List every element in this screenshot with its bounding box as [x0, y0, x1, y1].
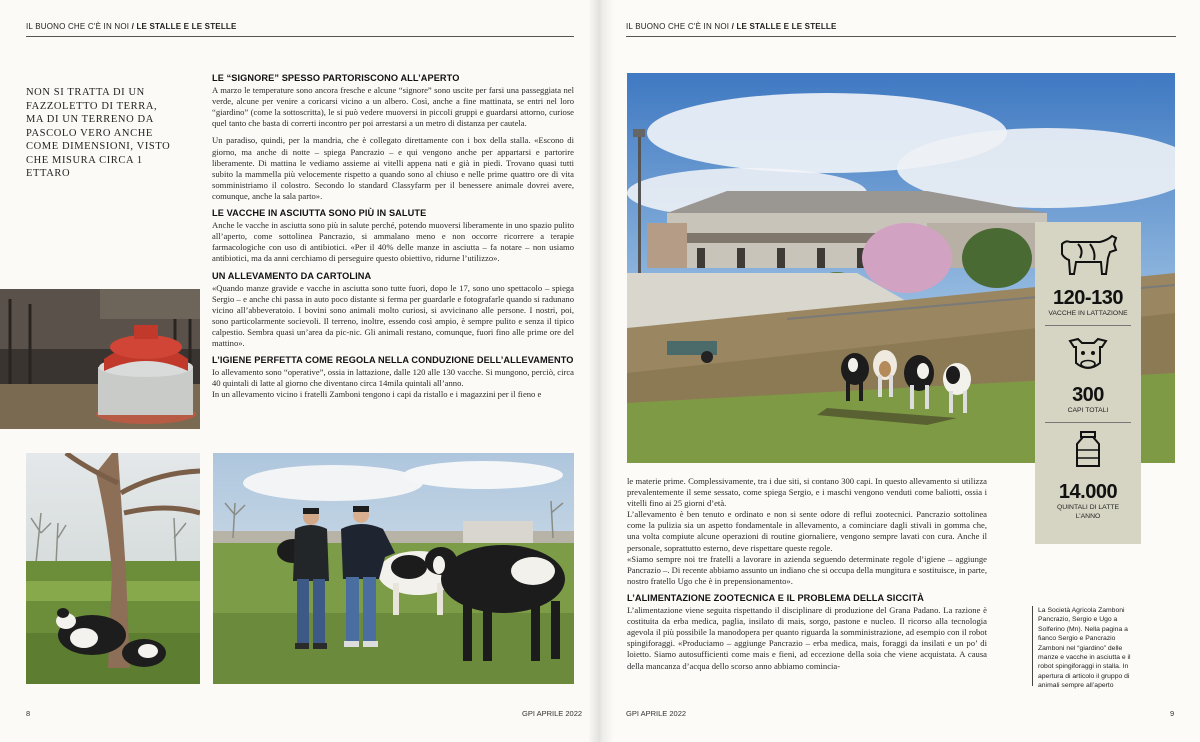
photo-caption: La Società Agricola Zamboni Pancrazio, Sergio e Ugo a Solferino (Mn). Nella pagina a fianco Sergio e Pancrazio Zamboni nel “giardino” delle manze e vacche in asciutta e il robot spingiforaggi in stalla. In apertura di articolo il gruppo di animali sempre all’aperto	[1038, 607, 1131, 690]
running-head-topic: LE STALLE E LE STELLE	[736, 22, 837, 31]
stat-value: 14.000	[1058, 481, 1118, 503]
article-column	[212, 73, 574, 407]
page-number: 9	[1170, 709, 1175, 718]
running-head-section: IL BUONO CHE C'È IN NOI	[626, 22, 730, 31]
header-rule	[626, 36, 1176, 37]
paragraph: «Quando manze gravide e vacche in asciutta sono tutte fuori, dopo le 17, sono uno spettacolo – spiega Sergio – e anche chi passa in auto poco distante si ferma per guardarle e fotografarle quando si radunano vicino all’abbeveratoio. I bovini sono animali molto curiosi, si avvicinano alle persone. I nostri, poi, sono particolarmente socievoli. Il terreno, inoltre, essendo così ampio, è sempre pulito e senza il tipico calpestio. Sembra quasi un’area da pic-nic. Gli animali restano, comunque, fuori fino alle prime ore del mattino».	[212, 282, 574, 349]
article-column	[627, 476, 987, 678]
section-heading: UN ALLEVAMENTO DA CARTOLINA	[212, 270, 372, 281]
paragraph: «Siamo sempre noi tre fratelli a lavorare in azienda seguendo determinate regole d’igiene – aggiunge Pancrazio –. Di recente abbiamo assunto un indiano che si occupa della mungitura e sostituisce, in parte, nostro fratello Ugo che è in prepensionamento».	[627, 553, 987, 586]
paragraph: L’allevamento è ben tenuto e ordinato e non si sente odore di reflui zootecnici. Pancrazio sottolinea come la pulizia sia un aspetto fondamentale in allevamento, a cominciare dagli stivali in gomma che, una volta compiute alcune operazioni di routine giornaliere, vengono sempre lavati con cura. Anche il personale, soprattutto esterno, deve rispettare queste regole.	[627, 509, 987, 553]
stat-value: 120-130	[1053, 287, 1123, 309]
stats-sidebar	[1035, 222, 1141, 544]
paragraph: A marzo le temperature sono ancora fresche e alcune “signore” sono uscite per farsi una passeggiata nel verde, alcune per venire a coricarsi vicino a un albero. Così, anche a fine mattinata, se entri nel loro “giardino” (come la sottoscritta), le si può vedere muoversi in piccoli gruppi e guardarsi attorno, curiose quel tanto che basta di correrti incontro per poi arrestarsi a un metro di distanza per cautela.	[212, 85, 574, 129]
section-heading: LE VACCHE IN ASCIUTTA SONO PIÙ IN SALUTE	[212, 208, 427, 219]
paragraph: le materie prime. Complessivamente, tra i due siti, si contano 300 capi. In questo allevamento si utilizza prevalentemente il seme sessato, come spiega Sergio, e i maschi vengono venduti come baliotti, ossia i vitelli fino ai 25 giorni d’età.	[627, 476, 987, 509]
running-head-sep: /	[129, 22, 137, 31]
paragraph: Un paradiso, quindi, per la mandria, che è collegato direttamente con i box della stalla. «Escono di giorno, ma anche di notte – spiega Pancrazio – e qui vengono anche per appartarsi e partorire liberamente. Di mattina le vediamo assieme ai vitelli appena nati e già in piedi. Trovano quasi tutti subito la mammella più velocemente rispetto a quando sono al chiuso e nelle prime quattro ore di vita somministriamo il colostro. Secondo lo standard Classyfarm per il benessere animale dovrei avere, comunque, anche la sala parto».	[212, 135, 574, 201]
cow-head-icon	[1066, 333, 1110, 373]
section-heading: L’IGIENE PERFETTA COME REGOLA NELLA CONDUZIONE DELL’ALLEVAMENTO	[212, 355, 574, 366]
brothers-cows-photo	[213, 453, 574, 684]
calf-tree-photo	[26, 453, 200, 684]
stat-label: VACCHE IN LATTAZIONE	[1048, 310, 1128, 317]
stat-divider	[1045, 422, 1131, 423]
stat-value: 300	[1072, 384, 1104, 406]
stat-label: CAPI TOTALI	[1067, 407, 1109, 414]
stat-label: QUINTALI DI LATTE L’ANNO	[1056, 504, 1120, 520]
running-head-topic: LE STALLE E LE STELLE	[136, 22, 237, 31]
paragraph: Io allevamento sono “operative”, ossia in lattazione, dalle 120 alle 130 vacche. Si mungono, perciò, circa 40 quintali di latte al giorno che diventano circa 14mila quintali all’anno.	[212, 367, 574, 389]
paragraph: In un allevamento vicino i fratelli Zamboni tengono i capi da ristallo e i magazzini per il fieno e	[212, 389, 542, 400]
right-page	[600, 0, 1200, 742]
page-number: 8	[26, 709, 31, 718]
paragraph: Anche le vacche in asciutta sono più in salute perché, potendo muoversi liberamente in uno spazio pulito all’aperto, come sottolinea Pancrazio, si ammalano meno e non occorre ricorrere a terapie farmacologiche con uso di antibiotici. «Per il 40% delle manze in asciutta – fa notare – non usiamo antibiotici, ma da anni cerchiamo di perseguire questo obiettivo, ridurne l’utilizzo».	[212, 220, 574, 264]
pull-quote: NON SI TRATTA DI UN FAZZOLETTO DI TERRA, MA DI UN TERRENO DA PASCOLO VERO ANCHE COME DIMENSIONI, VISTO CHE MISURA CIRCA 1 ETTARO	[26, 87, 171, 179]
running-head	[626, 22, 837, 31]
stat-divider	[1045, 325, 1131, 326]
caption-rule	[1032, 606, 1033, 686]
footer-publication: GPI APRILE 2022	[522, 709, 583, 718]
robot-feeder-photo	[0, 289, 200, 429]
header-rule	[26, 36, 574, 37]
running-head-sep: /	[729, 22, 737, 31]
paragraph: L’alimentazione viene seguita rispettando il disciplinare di produzione del Grana Padano. La razione è costituita da erba medica, paglia, insilato di mais, sorgo, pastone e nucleo. Il ricorso alla tecnologia agevola il più possibile la manodopera per quanto riguarda la somministrazione, ad esempio con il robot spingiforaggi. «Produciamo – aggiunge Pancrazio – erba medica, mais, foraggi da insilati e un po’ di loietto. Siamo autosufficienti come mais e fieni, ad eccezione della soia che viene acquistata. A causa della mancanza d’acqua dello scorso anno abbiamo comincia-	[627, 605, 987, 671]
section-heading: L’ALIMENTAZIONE ZOOTECNICA E IL PROBLEMA DELLA SICCITÀ	[627, 592, 925, 603]
footer-publication: GPI APRILE 2022	[626, 709, 687, 718]
milk-can-icon	[1071, 430, 1105, 470]
section-heading: LE “SIGNORE” SPESSO PARTORISCONO ALL’APERTO	[212, 73, 460, 83]
running-head	[26, 22, 237, 31]
cow-icon	[1056, 232, 1120, 276]
running-head-section: IL BUONO CHE C'È IN NOI	[26, 22, 130, 31]
